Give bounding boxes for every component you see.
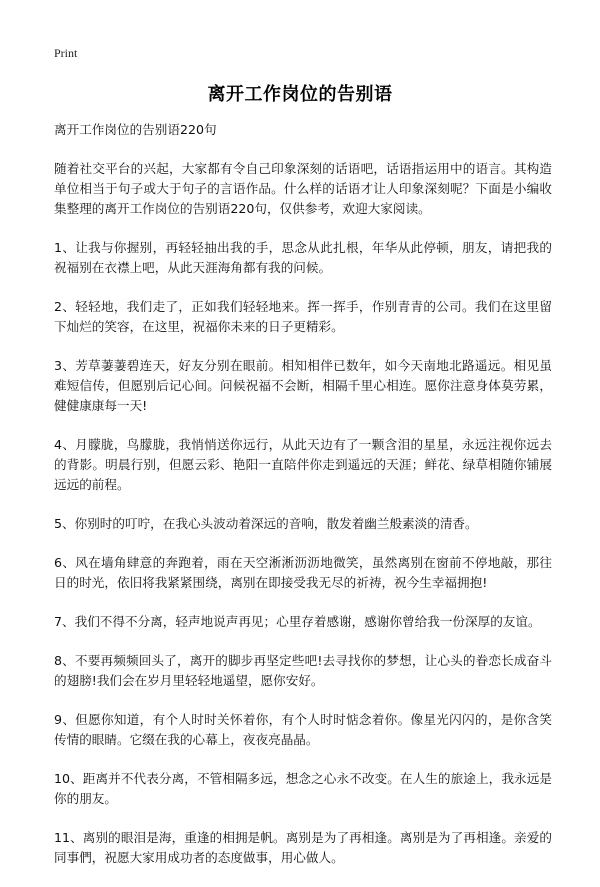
article-subtitle: 离开工作岗位的告别语220句 — [54, 122, 217, 137]
farewell-item-10: 10、距离并不代表分离，不管相隔多远，想念之心永不改变。在人生的旅途上，我永远是你的朋友。 — [54, 771, 552, 806]
farewell-item-2: 2、轻轻地，我们走了，正如我们轻轻地来。挥一挥手，作别青青的公司。我们在这里留下灿烂的笑容，在这里，祝福你未来的日子更精彩。 — [54, 299, 552, 334]
article-body — [54, 120, 552, 887]
page-title: 离开工作岗位的告别语 — [207, 84, 393, 105]
print-link[interactable]: Print — [54, 46, 78, 60]
farewell-item-6: 6、风在墙角肆意的奔跑着，雨在天空淅淅沥沥地微笑，虽然离别在窗前不停地敲，那往日的时光，依旧将我紧紧围绕，离别在即接受我无尽的祈祷，祝今生幸福拥抱! — [54, 555, 552, 590]
farewell-item-4: 4、月朦胧，鸟朦胧，我悄悄送你远行，从此天边有了一颗含泪的星星，永远注视你远去的背影。明晨行别，但愿云彩、艳阳一直陪伴你走到遥远的天涯；鲜花、绿草相随你铺展远远的前程。 — [54, 437, 552, 492]
intro-paragraph: 随着社交平台的兴起，大家都有令自己印象深刻的话语吧，话语指运用中的语言。其构造单位相当于句子或大于句子的言语作品。什么样的话语才让人印象深刻呢？下面是小编收集整理的离开工作岗位的告别语220句，仅供参考，欢迎大家阅读。 — [54, 161, 552, 216]
farewell-item-1: 1、让我与你握别，再轻轻抽出我的手，思念从此扎根，年华从此停顿，朋友，请把我的祝福别在衣襟上吧，从此天涯海角都有我的问候。 — [54, 240, 552, 275]
farewell-item-5: 5、你别时的叮咛，在我心头波动着深远的音响，散发着幽兰般素淡的清香。 — [54, 516, 478, 531]
farewell-item-11: 11、离别的眼泪是海，重逢的相拥是帆。离别是为了再相逢。离别是为了再相逢。亲爱的同事們，祝愿大家用成功者的态度做事，用心做人。 — [54, 830, 552, 865]
farewell-item-8: 8、不要再频频回头了，离开的脚步再坚定些吧!去寻找你的梦想，让心头的眷恋长成奋斗的翅膀!我们会在岁月里轻轻地遥望，愿你安好。 — [54, 653, 552, 688]
farewell-item-7: 7、我们不得不分离，轻声地说声再见；心里存着感谢，感谢你曾给我一份深厚的友谊。 — [54, 614, 541, 629]
farewell-item-9: 9、但愿你知道，有个人时时关怀着你，有个人时时惦念着你。像星光闪闪的，是你含笑传情的眼睛。它缀在我的心幕上，夜夜亮晶晶。 — [54, 712, 552, 747]
farewell-item-3: 3、芳草萋萋碧连天，好友分别在眼前。相知相伴已数年，如今天南地北路遥远。相见虽难短信传，但愿别后记心间。问候祝福不会断，相隔千里心相连。愿你注意身体莫劳累，健健康康每一天! — [54, 358, 552, 413]
